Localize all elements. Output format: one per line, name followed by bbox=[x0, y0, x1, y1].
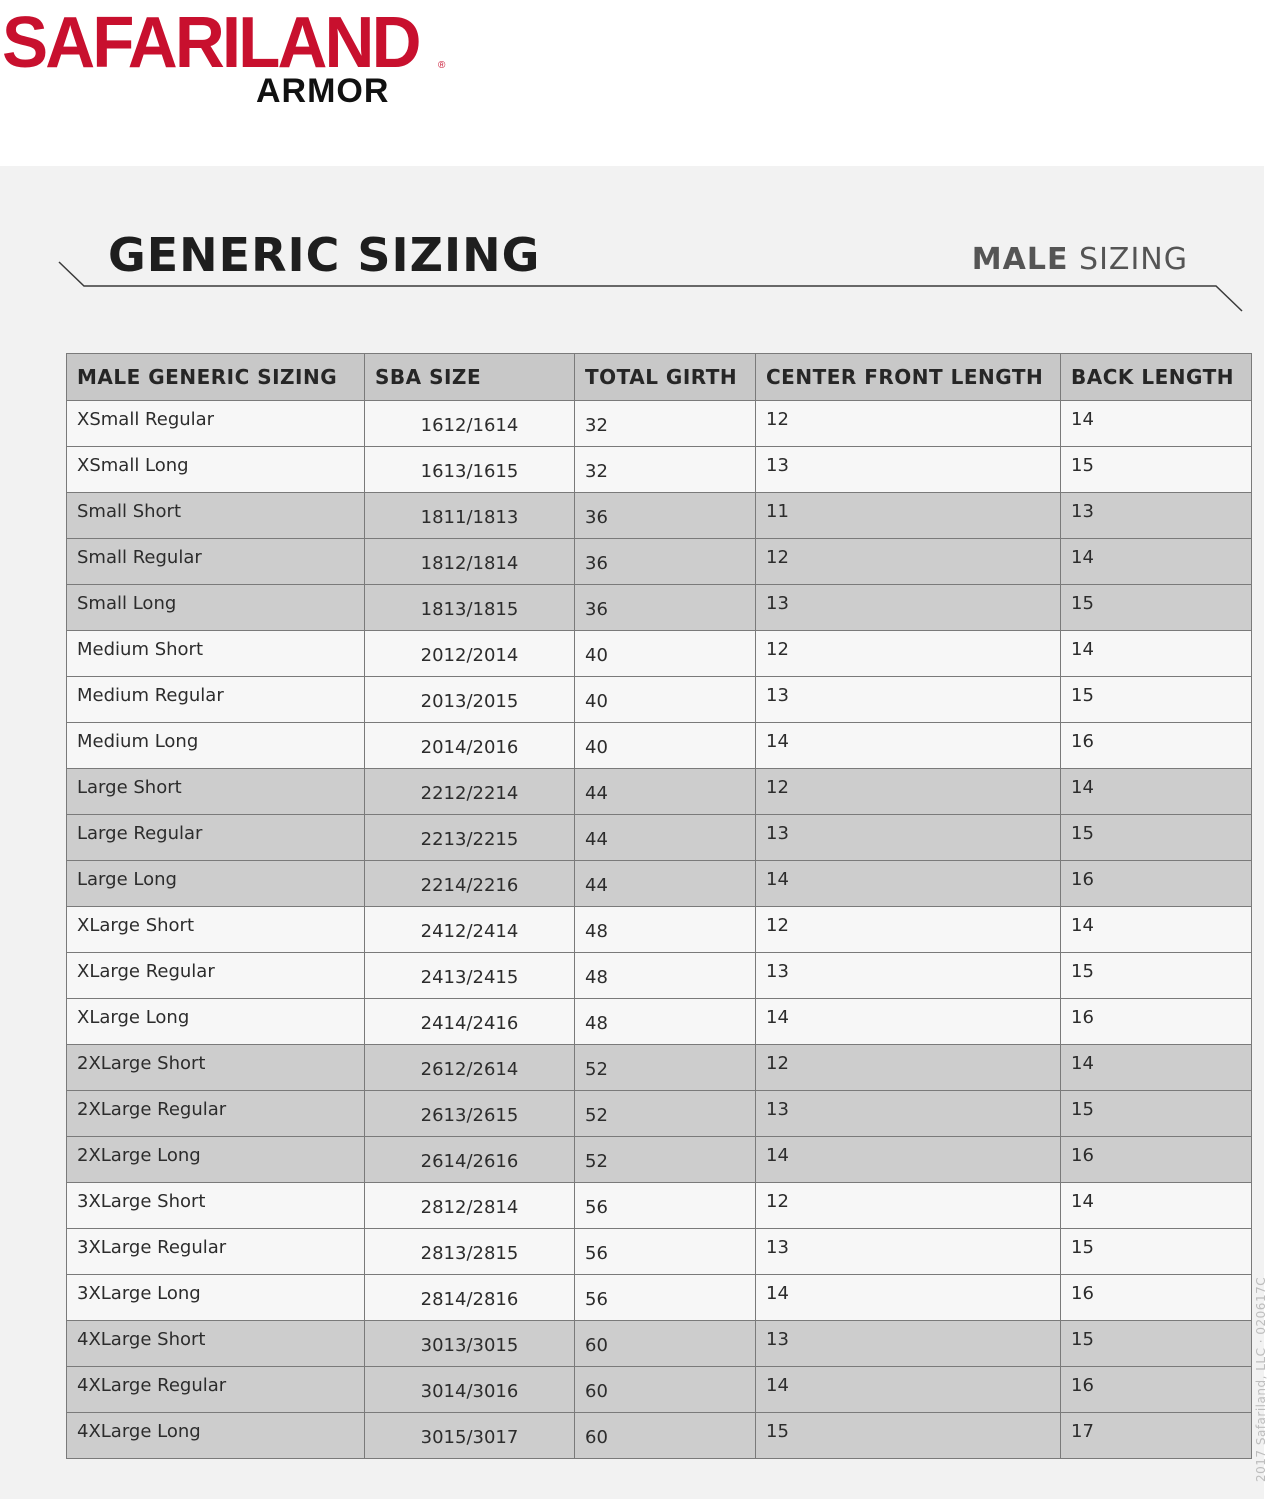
center-front-length-cell: 13 bbox=[756, 815, 1061, 861]
back-length-cell: 14 bbox=[1061, 1183, 1252, 1229]
size-name-cell: XLarge Long bbox=[67, 999, 365, 1045]
table-row bbox=[67, 401, 1252, 447]
total-girth-cell: 48 bbox=[575, 907, 756, 953]
size-name-cell: Large Short bbox=[67, 769, 365, 815]
size-name-cell: 4XLarge Long bbox=[67, 1413, 365, 1459]
size-name-cell: Small Long bbox=[67, 585, 365, 631]
back-length-cell: 16 bbox=[1061, 1137, 1252, 1183]
copyright-notice: 2017 Safariland, LLC · 020617C bbox=[1254, 1276, 1268, 1482]
sba-size-cell: 2413/2415 bbox=[365, 953, 575, 999]
sba-size-cell: 2412/2414 bbox=[365, 907, 575, 953]
table-body bbox=[67, 401, 1252, 1459]
size-name-cell: 4XLarge Regular bbox=[67, 1367, 365, 1413]
table-row bbox=[67, 1321, 1252, 1367]
back-length-cell: 14 bbox=[1061, 631, 1252, 677]
total-girth-cell: 48 bbox=[575, 999, 756, 1045]
table-row bbox=[67, 493, 1252, 539]
size-name-cell: 3XLarge Regular bbox=[67, 1229, 365, 1275]
size-name-cell: 2XLarge Short bbox=[67, 1045, 365, 1091]
total-girth-cell: 52 bbox=[575, 1091, 756, 1137]
header-total-girth: TOTAL GIRTH bbox=[575, 354, 756, 401]
sba-size-cell: 2014/2016 bbox=[365, 723, 575, 769]
center-front-length-cell: 11 bbox=[756, 493, 1061, 539]
sba-size-cell: 2213/2215 bbox=[365, 815, 575, 861]
back-length-cell: 16 bbox=[1061, 723, 1252, 769]
page-title: GENERIC SIZING bbox=[108, 228, 541, 282]
sba-size-cell: 1612/1614 bbox=[365, 401, 575, 447]
header-back-length: BACK LENGTH bbox=[1061, 354, 1252, 401]
center-front-length-cell: 12 bbox=[756, 1045, 1061, 1091]
back-length-cell: 14 bbox=[1061, 401, 1252, 447]
back-length-cell: 16 bbox=[1061, 1367, 1252, 1413]
center-front-length-cell: 13 bbox=[756, 1321, 1061, 1367]
total-girth-cell: 44 bbox=[575, 769, 756, 815]
sba-size-cell: 3014/3016 bbox=[365, 1367, 575, 1413]
table-header-row bbox=[67, 354, 1252, 401]
total-girth-cell: 48 bbox=[575, 953, 756, 999]
center-front-length-cell: 14 bbox=[756, 1137, 1061, 1183]
total-girth-cell: 52 bbox=[575, 1137, 756, 1183]
sizing-table bbox=[66, 353, 1252, 1459]
center-front-length-cell: 13 bbox=[756, 677, 1061, 723]
center-front-length-cell: 12 bbox=[756, 907, 1061, 953]
center-front-length-cell: 15 bbox=[756, 1413, 1061, 1459]
center-front-length-cell: 14 bbox=[756, 999, 1061, 1045]
center-front-length-cell: 13 bbox=[756, 1091, 1061, 1137]
sba-size-cell: 2814/2816 bbox=[365, 1275, 575, 1321]
sba-size-cell: 1813/1815 bbox=[365, 585, 575, 631]
sba-size-cell: 3013/3015 bbox=[365, 1321, 575, 1367]
registered-mark: ® bbox=[438, 60, 446, 71]
back-length-cell: 15 bbox=[1061, 815, 1252, 861]
back-length-cell: 15 bbox=[1061, 953, 1252, 999]
table-row bbox=[67, 769, 1252, 815]
table-row bbox=[67, 447, 1252, 493]
table-row bbox=[67, 1413, 1252, 1459]
subtitle-rest: SIZING bbox=[1068, 242, 1188, 277]
size-name-cell: XSmall Long bbox=[67, 447, 365, 493]
sba-size-cell: 2013/2015 bbox=[365, 677, 575, 723]
brand-name: SAFARILAND bbox=[2, 3, 419, 83]
back-length-cell: 17 bbox=[1061, 1413, 1252, 1459]
total-girth-cell: 36 bbox=[575, 585, 756, 631]
center-front-length-cell: 13 bbox=[756, 447, 1061, 493]
table-row bbox=[67, 815, 1252, 861]
total-girth-cell: 52 bbox=[575, 1045, 756, 1091]
table-row bbox=[67, 585, 1252, 631]
back-length-cell: 15 bbox=[1061, 677, 1252, 723]
sba-size-cell: 2812/2814 bbox=[365, 1183, 575, 1229]
size-name-cell: Large Regular bbox=[67, 815, 365, 861]
size-name-cell: Large Long bbox=[67, 861, 365, 907]
table-row bbox=[67, 861, 1252, 907]
sba-size-cell: 2012/2014 bbox=[365, 631, 575, 677]
total-girth-cell: 40 bbox=[575, 631, 756, 677]
table-row bbox=[67, 1229, 1252, 1275]
sba-size-cell: 2612/2614 bbox=[365, 1045, 575, 1091]
brand-sub: ARMOR bbox=[256, 72, 390, 110]
table-row bbox=[67, 539, 1252, 585]
back-length-cell: 15 bbox=[1061, 447, 1252, 493]
sba-size-cell: 2212/2214 bbox=[365, 769, 575, 815]
sba-size-cell: 3015/3017 bbox=[365, 1413, 575, 1459]
size-name-cell: XSmall Regular bbox=[67, 401, 365, 447]
size-name-cell: Small Short bbox=[67, 493, 365, 539]
back-length-cell: 14 bbox=[1061, 1045, 1252, 1091]
total-girth-cell: 56 bbox=[575, 1275, 756, 1321]
size-name-cell: Medium Long bbox=[67, 723, 365, 769]
size-name-cell: Small Regular bbox=[67, 539, 365, 585]
total-girth-cell: 32 bbox=[575, 401, 756, 447]
size-name-cell: XLarge Short bbox=[67, 907, 365, 953]
size-name-cell: Medium Short bbox=[67, 631, 365, 677]
subtitle-bold: MALE bbox=[971, 242, 1069, 277]
center-front-length-cell: 13 bbox=[756, 953, 1061, 999]
back-length-cell: 16 bbox=[1061, 999, 1252, 1045]
center-front-length-cell: 14 bbox=[756, 1367, 1061, 1413]
total-girth-cell: 32 bbox=[575, 447, 756, 493]
total-girth-cell: 56 bbox=[575, 1229, 756, 1275]
table-row bbox=[67, 1183, 1252, 1229]
back-length-cell: 15 bbox=[1061, 1091, 1252, 1137]
size-name-cell: XLarge Regular bbox=[67, 953, 365, 999]
size-name-cell: 3XLarge Short bbox=[67, 1183, 365, 1229]
back-length-cell: 13 bbox=[1061, 493, 1252, 539]
center-front-length-cell: 14 bbox=[756, 723, 1061, 769]
total-girth-cell: 56 bbox=[575, 1183, 756, 1229]
total-girth-cell: 40 bbox=[575, 723, 756, 769]
sba-size-cell: 1811/1813 bbox=[365, 493, 575, 539]
table-row bbox=[67, 1275, 1252, 1321]
table-row bbox=[67, 1367, 1252, 1413]
header-male-generic-sizing: MALE GENERIC SIZING bbox=[67, 354, 365, 401]
back-length-cell: 14 bbox=[1061, 539, 1252, 585]
table-row bbox=[67, 631, 1252, 677]
table-row bbox=[67, 677, 1252, 723]
total-girth-cell: 36 bbox=[575, 539, 756, 585]
back-length-cell: 14 bbox=[1061, 907, 1252, 953]
header-sba-size: SBA SIZE bbox=[365, 354, 575, 401]
table-row bbox=[67, 1137, 1252, 1183]
back-length-cell: 16 bbox=[1061, 1275, 1252, 1321]
size-name-cell: 2XLarge Long bbox=[67, 1137, 365, 1183]
back-length-cell: 16 bbox=[1061, 861, 1252, 907]
back-length-cell: 14 bbox=[1061, 769, 1252, 815]
sba-size-cell: 1613/1615 bbox=[365, 447, 575, 493]
total-girth-cell: 40 bbox=[575, 677, 756, 723]
size-name-cell: Medium Regular bbox=[67, 677, 365, 723]
center-front-length-cell: 12 bbox=[756, 539, 1061, 585]
table-row bbox=[67, 1045, 1252, 1091]
total-girth-cell: 60 bbox=[575, 1321, 756, 1367]
center-front-length-cell: 14 bbox=[756, 861, 1061, 907]
total-girth-cell: 36 bbox=[575, 493, 756, 539]
back-length-cell: 15 bbox=[1061, 1229, 1252, 1275]
back-length-cell: 15 bbox=[1061, 585, 1252, 631]
table-row bbox=[67, 907, 1252, 953]
sba-size-cell: 2813/2815 bbox=[365, 1229, 575, 1275]
table-row bbox=[67, 999, 1252, 1045]
center-front-length-cell: 13 bbox=[756, 585, 1061, 631]
center-front-length-cell: 12 bbox=[756, 401, 1061, 447]
back-length-cell: 15 bbox=[1061, 1321, 1252, 1367]
sba-size-cell: 1812/1814 bbox=[365, 539, 575, 585]
center-front-length-cell: 12 bbox=[756, 769, 1061, 815]
sba-size-cell: 2614/2616 bbox=[365, 1137, 575, 1183]
total-girth-cell: 44 bbox=[575, 815, 756, 861]
size-name-cell: 4XLarge Short bbox=[67, 1321, 365, 1367]
sba-size-cell: 2414/2416 bbox=[365, 999, 575, 1045]
center-front-length-cell: 12 bbox=[756, 631, 1061, 677]
table-row bbox=[67, 953, 1252, 999]
size-name-cell: 2XLarge Regular bbox=[67, 1091, 365, 1137]
table-row bbox=[67, 723, 1252, 769]
size-name-cell: 3XLarge Long bbox=[67, 1275, 365, 1321]
sba-size-cell: 2613/2615 bbox=[365, 1091, 575, 1137]
table-row bbox=[67, 1091, 1252, 1137]
page-subtitle bbox=[972, 242, 1188, 277]
sba-size-cell: 2214/2216 bbox=[365, 861, 575, 907]
header-center-front-length: CENTER FRONT LENGTH bbox=[756, 354, 1061, 401]
total-girth-cell: 44 bbox=[575, 861, 756, 907]
center-front-length-cell: 13 bbox=[756, 1229, 1061, 1275]
center-front-length-cell: 12 bbox=[756, 1183, 1061, 1229]
total-girth-cell: 60 bbox=[575, 1367, 756, 1413]
center-front-length-cell: 14 bbox=[756, 1275, 1061, 1321]
total-girth-cell: 60 bbox=[575, 1413, 756, 1459]
